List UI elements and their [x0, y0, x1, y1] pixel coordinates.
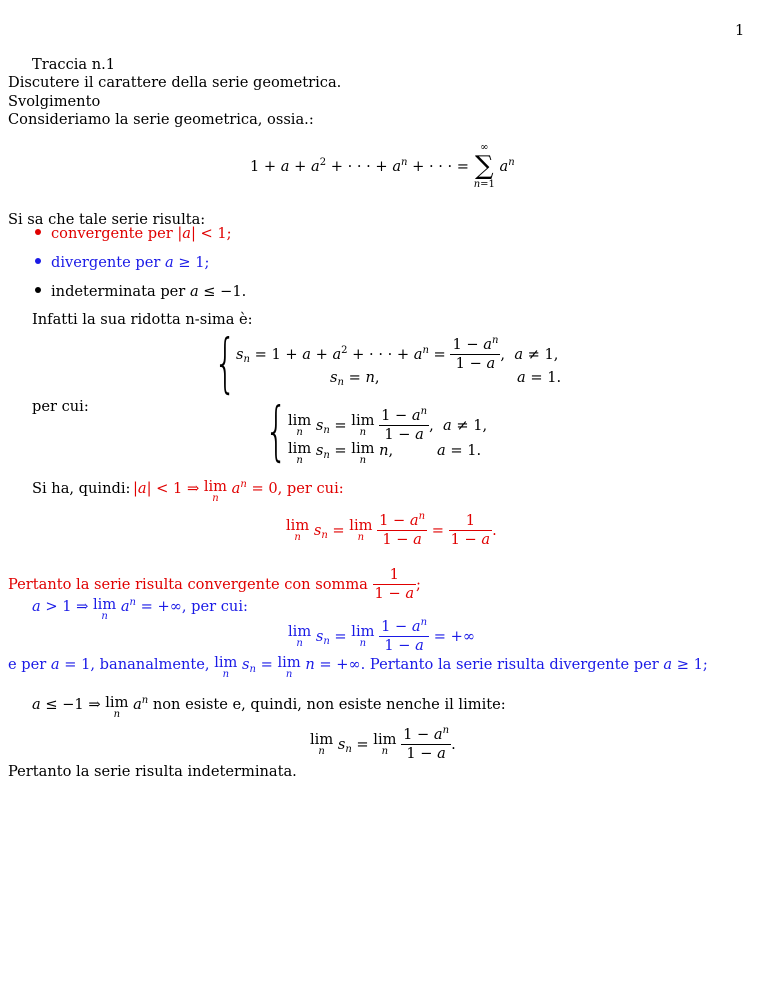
- bullet-convergent: convergente per |a| < 1;: [35, 225, 232, 242]
- intro-text: Consideriamo la serie geometrica, ossia.:: [8, 111, 314, 128]
- final-text: Pertanto la serie risulta indeterminata.: [8, 763, 297, 780]
- bullet-dot-icon: [35, 258, 41, 264]
- case2-note: e per a = 1, bananalmente, lim n $s_n = \lim$ n n = +∞. Pertanto la serie risulta divergente per a ≥ 1;: [8, 654, 708, 680]
- case2-condition: a > 1 ⇒ lim n $a^n$ = +∞, per cui:: [32, 596, 248, 622]
- case1-limit: lim n $s_n = \lim$ n $\frac{1 - a^n}{1 - a}$ = $\frac{1}{1 - a}$ .: [286, 511, 497, 548]
- limit-line-2: lim n $s_n = \lim$ n n,: [288, 440, 394, 466]
- left-brace-1: {: [214, 327, 237, 401]
- convergent-sum: Pertanto la serie risulta convergente con somma $\frac{1}{1 - a}$ ;: [8, 566, 421, 602]
- bullet-indeterminate: indeterminata per a ≤ −1.: [35, 283, 246, 300]
- title: Traccia n.1: [32, 56, 116, 73]
- left-brace-2: {: [265, 395, 288, 469]
- case1-condition: |a| < 1 ⇒ lim n $a^n = 0$, per cui:: [133, 478, 344, 504]
- case3-limit: lim n $s_n = \lim$ n $\frac{1 - a^n}{1 - a}$ .: [310, 725, 456, 762]
- case3-condition: a ≤ −1 ⇒ lim n $a^n$ non esiste e, quindi, non esiste nenche il limite:: [32, 694, 506, 720]
- bullet-dot-icon: [35, 287, 41, 293]
- series-formula: $1 + a + a^2$ + · · · + $a^n$ + · · · = ∞ ∑ n=1 $a^n$: [250, 142, 515, 190]
- si-ha-text: Si ha, quindi:: [32, 480, 131, 497]
- bullet-divergent: divergente per a ≥ 1;: [35, 254, 209, 271]
- ridotta-text: Infatti la sua ridotta n-sima è:: [32, 311, 253, 328]
- known-text: Si sa che tale serie risulta:: [8, 211, 206, 228]
- ridotta-line-2: $s_n = n$,: [330, 369, 380, 388]
- limit-line-1: lim n $s_n = \lim$ n $\frac{1 - a^n}{1 - a}$ , a ≠ 1,: [288, 406, 488, 443]
- ridotta-line-2-cond: a = 1.: [517, 369, 562, 386]
- ridotta-line-1: $s_n = 1 + a + a^2$ + · · · + $a^n$ = $\frac{1 - a^n}{1 - a}$ , a ≠ 1,: [236, 335, 559, 372]
- bullet-dot-icon: [35, 229, 41, 235]
- case2-limit: lim n $s_n = \lim$ n $\frac{1 - a^n}{1 - a}$ = +∞: [288, 617, 475, 654]
- per-cui-text: per cui:: [32, 398, 89, 415]
- page-number: 1: [735, 22, 745, 39]
- section-label: Svolgimento: [8, 93, 101, 110]
- limit-line-2-cond: a = 1.: [437, 442, 482, 459]
- task-text: Discutere il carattere della serie geometrica.: [8, 74, 342, 91]
